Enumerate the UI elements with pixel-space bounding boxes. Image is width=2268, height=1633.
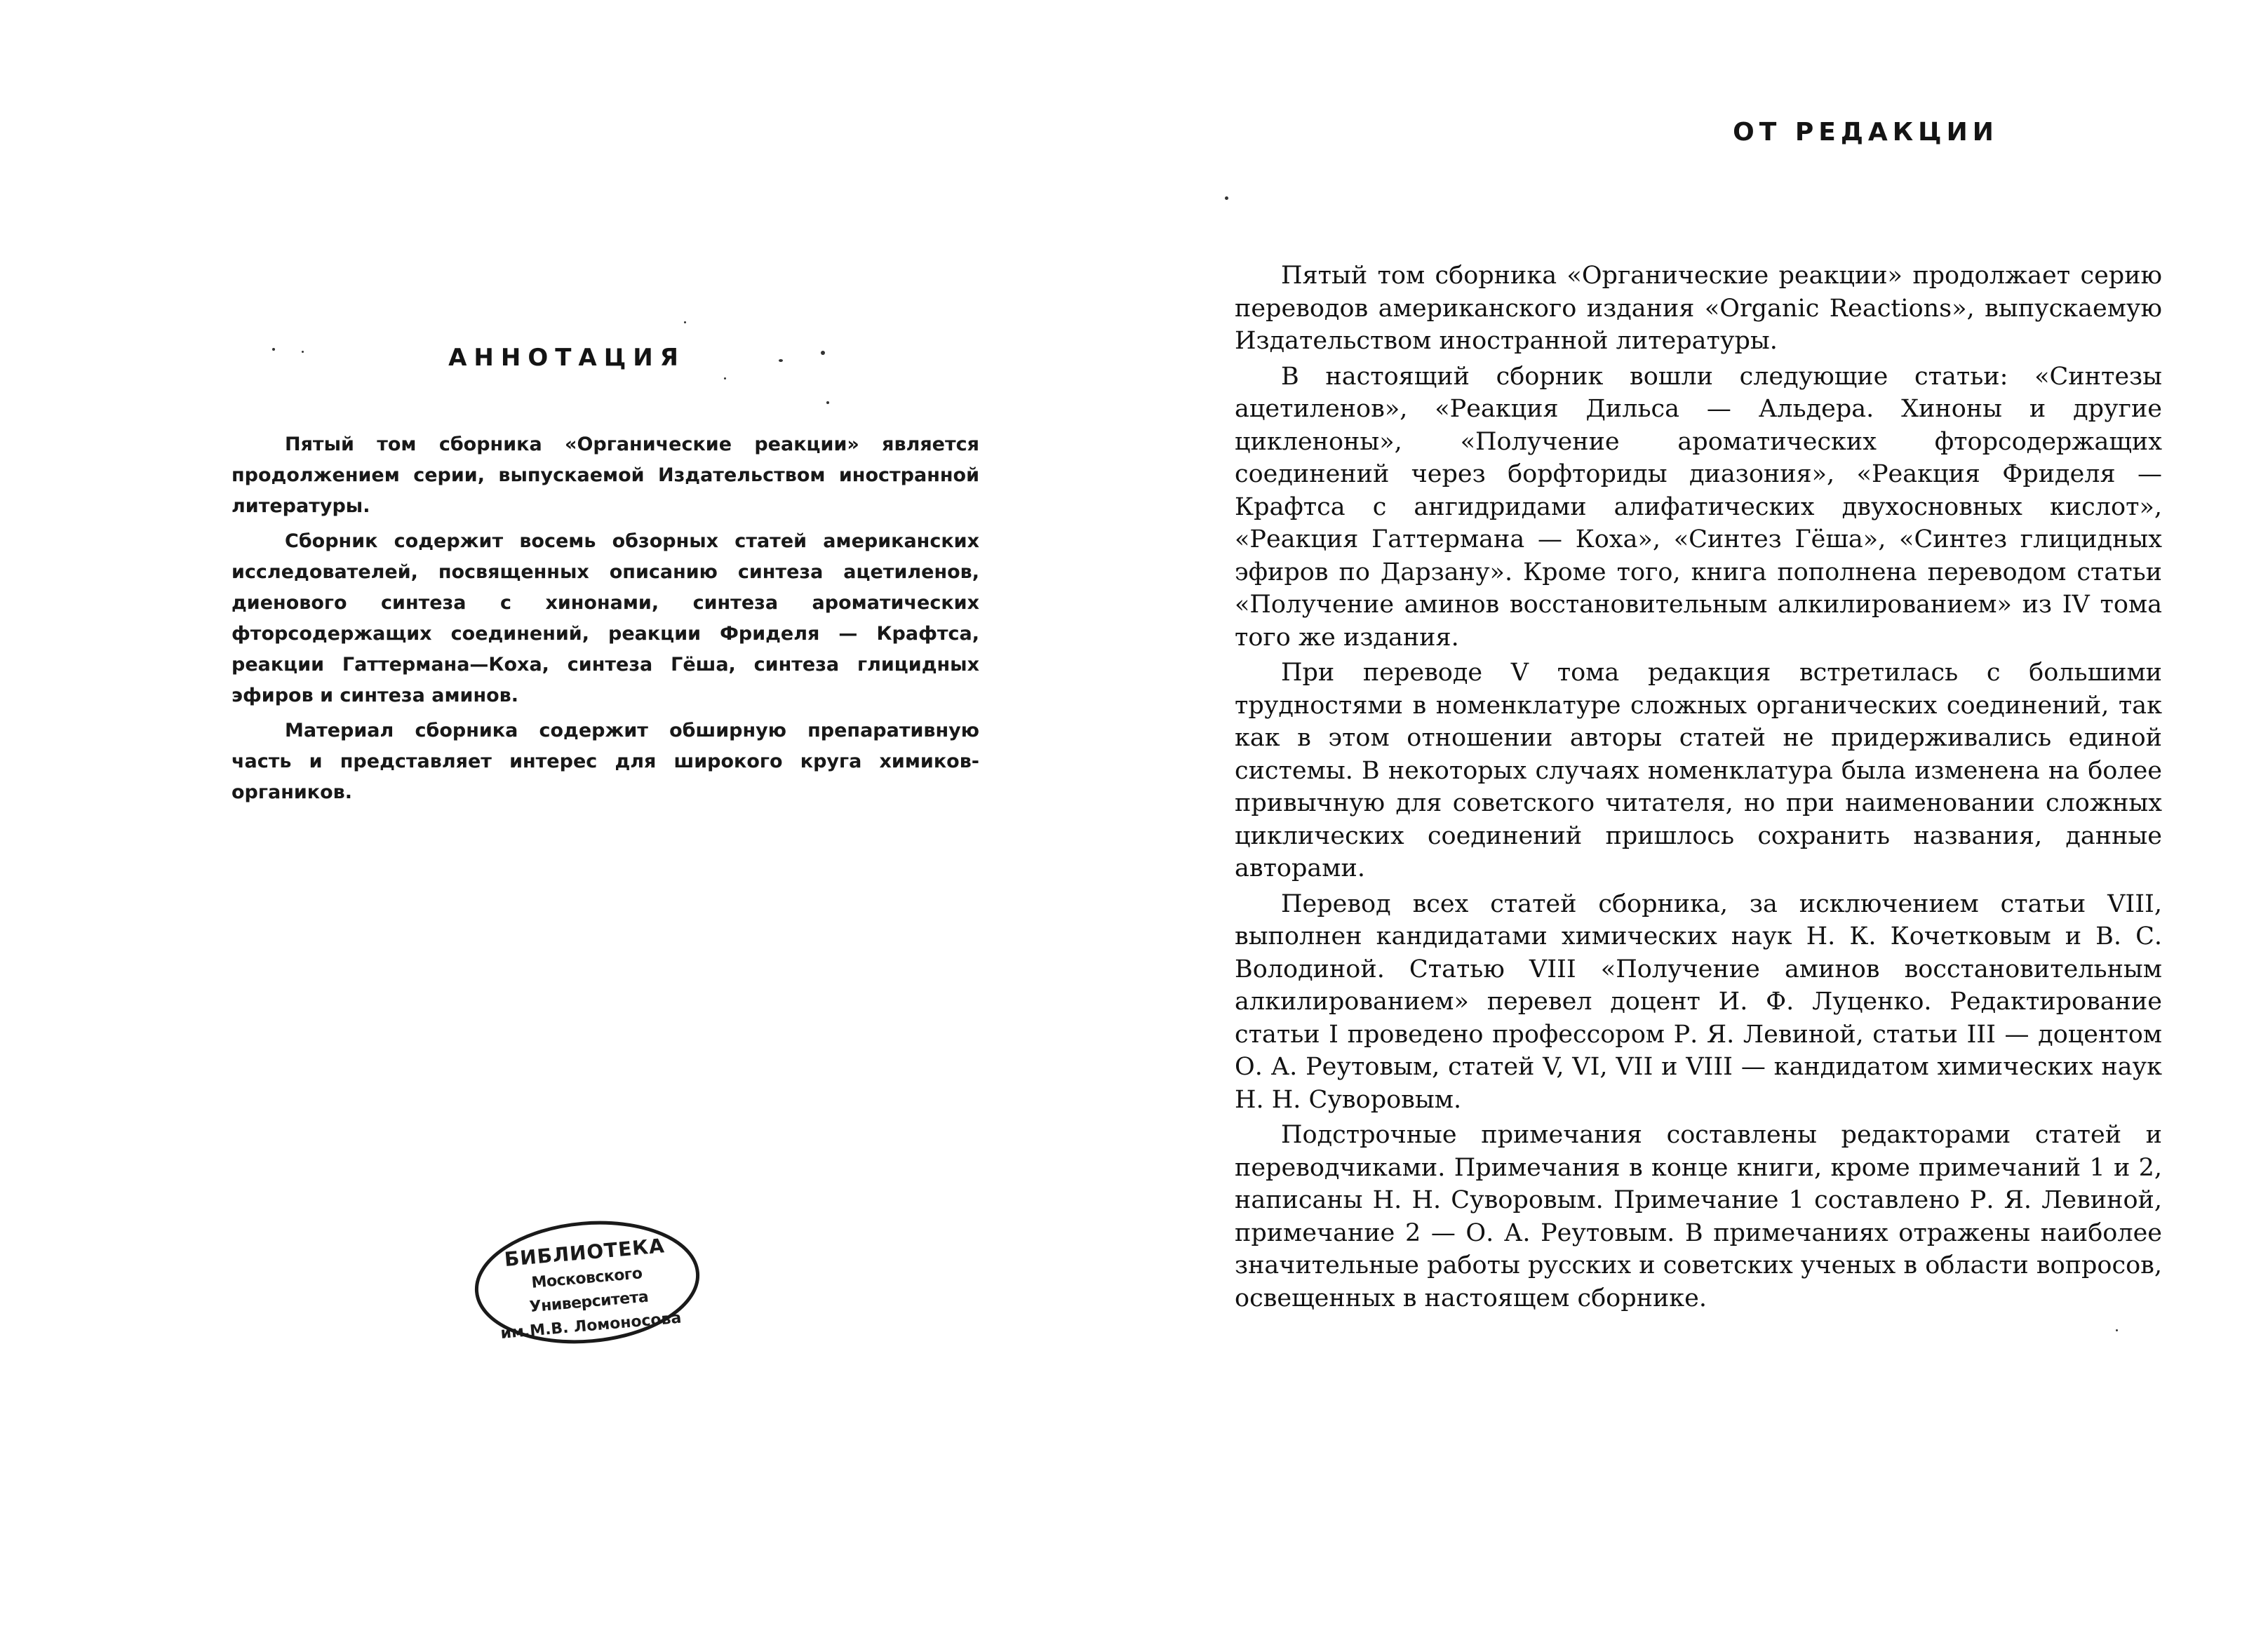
editorial-paragraph: Пятый том сборника «Органические реакции» продолжает серию переводов американского издания «Organic Reactions», выпускаемую Издательством иностранной литературы. [1235,262,2162,355]
annotation-title: АННОТАЦИЯ [448,344,685,372]
scan-speck [2116,1329,2118,1331]
scan-speck [684,321,686,323]
scan-speck [826,401,829,404]
stamp-line: Московского Университета [528,1265,650,1317]
annotation-paragraph: Сборник содержит восемь обзорных статей американских исследователей, посвященных описанию синтеза ацетиленов, диенового синтеза с хинонами, синтеза ароматических фторсодержащих соединений, реакции Фриделя — Крафтса, реакции Гаттермана—Коха, синтеза Гёша, синтеза глицидных эфиров и синтеза аминов. [232,530,979,706]
editorial-paragraph: Перевод всех статей сборника, за исключением статьи VIII, выполнен кандидатами химических наук Н. К. Кочетковым и В. С. Володиной. Статью VIII «Получение аминов восстановительным алкилированием» перевел доцент И. Ф. Луценко. Редактирование статьи I проведено профессором Р. Я. Левиной, статьи III — доцентом О. А. Реутовым, статей V, VI, VII и VIII — кандидатом химических наук Н. Н. Суворовым. [1235,889,2162,1114]
stamp-line: им.М.В. Ломоносова [499,1309,683,1343]
editorial-title: ОТ РЕДАКЦИИ [1733,118,1999,147]
annotation-body [232,429,979,812]
annotation-paragraph: Пятый том сборника «Органические реакции» является продолжением серии, выпускаемой Издательством иностранной литературы. [232,434,979,517]
scan-speck [302,351,304,353]
stamp-line: БИБЛИОТЕКА [503,1234,666,1272]
scan-speck [1225,196,1228,200]
editorial-body [1235,260,2162,1317]
scan-speck [272,348,275,351]
library-stamp [467,1209,708,1355]
editorial-paragraph: Подстрочные примечания составлены редакторами статей и переводчиками. Примечания в конце книги, кроме примечаний 1 и 2, написаны Н. Н. Суворовым. Примечание 1 составлено Р. Я. Левиной, примечание 2 — О. А. Реутовым. В примечаниях отражены наиболее значительные работы русских и советских ученых в области вопросов, освещенных в настоящем сборнике. [1235,1121,2162,1312]
editorial-paragraph: При переводе V тома редакция встретилась с большими трудностями в номенклатуре сложных органических соединений, так как в этом отношении авторы статей не придерживались единой системы. В некоторых случаях номенклатура была изменена на более привычную для советского читателя, но при наименовании сложных циклических соединений пришлось сохранить названия, данные авторами. [1235,659,2162,882]
scan-speck [779,359,783,362]
editorial-paragraph: В настоящий сборник вошли следующие статьи: «Синтезы ацетиленов», «Реакция Дильса — Альдера. Хиноны и другие цикленоны», «Получение ароматических фторсодержащих соединений через борфториды диазония», «Реакция Фриделя — Крафтса с ангидридами алифатических двухосновных кислот», «Реакция Гаттермана — Коха», «Синтез Гёша», «Синтез глицидных эфиров по Дарзану». Кроме того, книга пополнена переводом статьи «Получение аминов восстановительным алкилированием» из IV тома того же издания. [1235,362,2162,652]
annotation-paragraph: Материал сборника содержит обширную препаративную часть и представляет интерес для широкого круга химиков-органиков. [232,720,979,803]
scan-speck [821,351,825,355]
right-page [1134,0,2268,1633]
scan-speck [724,377,726,379]
